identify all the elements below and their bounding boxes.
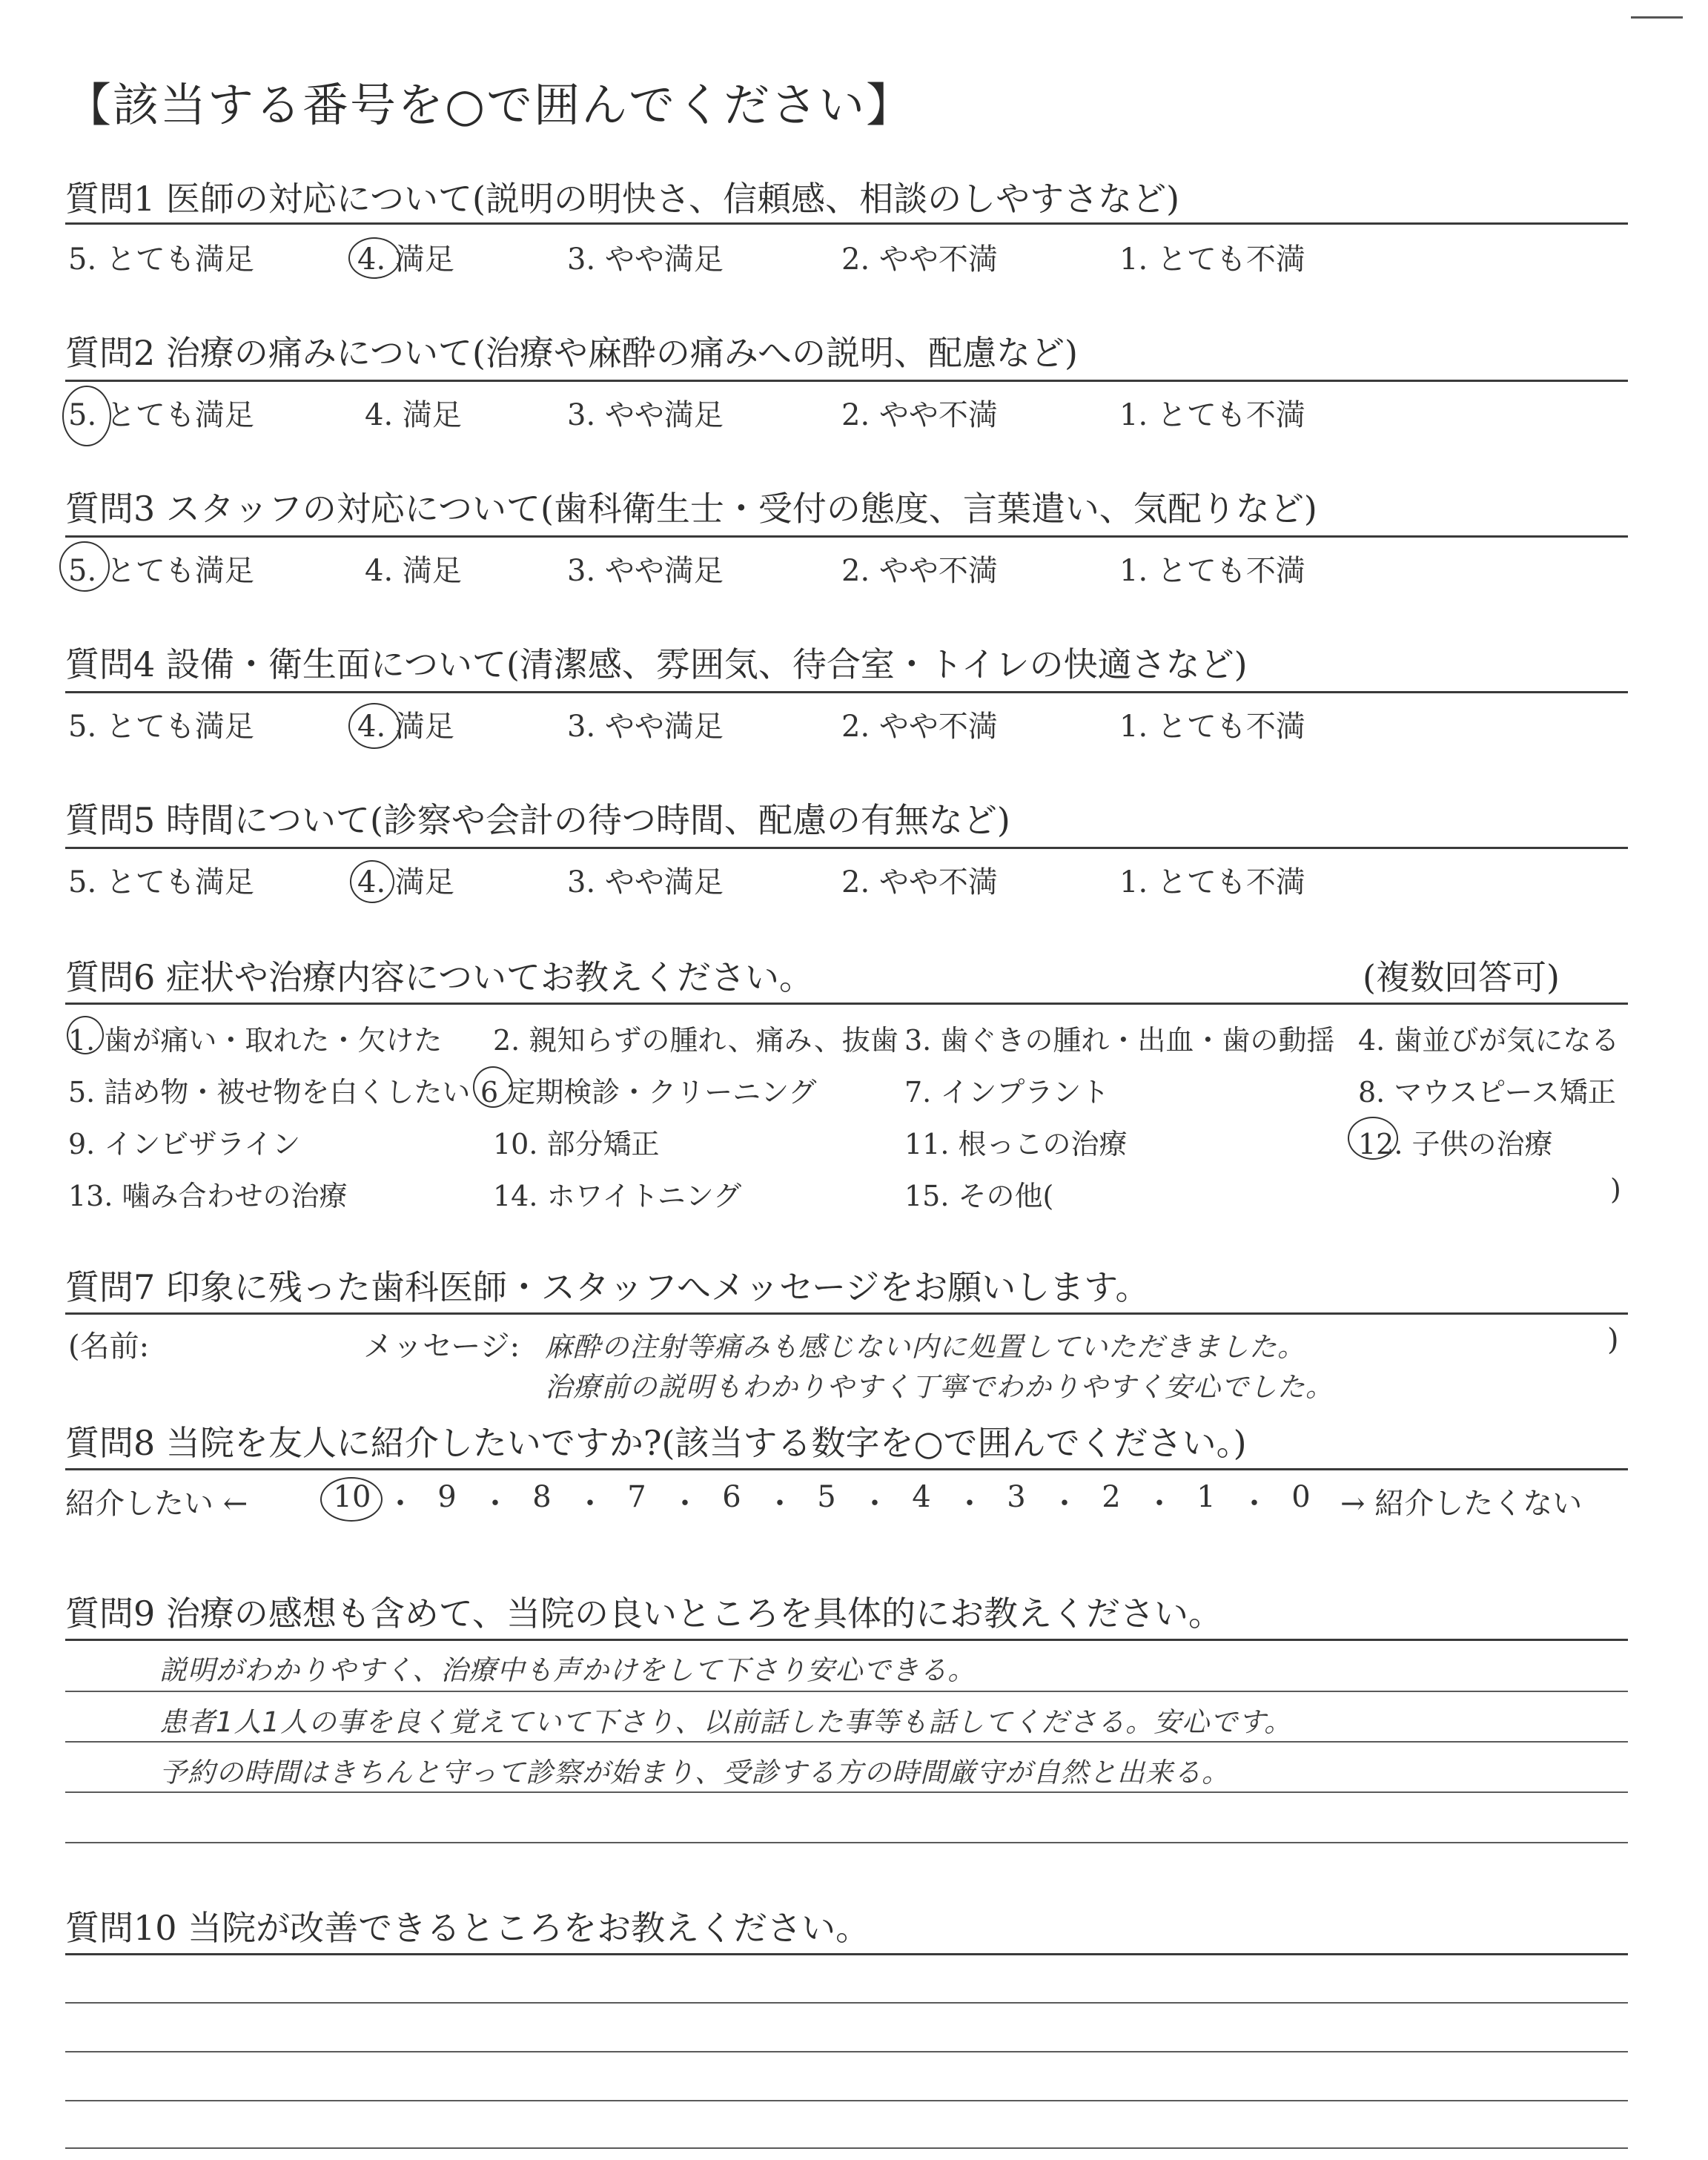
q5-option-4[interactable]: 4. 満足	[357, 865, 454, 899]
q1-option-5[interactable]: 5. とても満足	[68, 242, 254, 277]
q6-option-9[interactable]: 9. インビザライン	[68, 1128, 301, 1160]
question-3-rule	[65, 535, 1628, 538]
q6-option-15[interactable]: 15. その他(	[904, 1180, 1054, 1212]
q8-scale-10[interactable]: 10	[333, 1480, 371, 1514]
q8-scale-dot: ・	[575, 1487, 605, 1521]
q9-answer-line-3: 予約の時間はきちんと守って診察が始まり、受診する方の時間厳守が自然と出来る。	[159, 1757, 1230, 1789]
q7-close-paren: )	[1607, 1323, 1619, 1357]
corner-mark	[1631, 16, 1683, 24]
question-5-rule	[65, 847, 1628, 849]
question-5-label: 質問5 時間について(診察や会計の待つ時間、配慮の有無など)	[65, 800, 1010, 840]
question-7-rule	[65, 1312, 1628, 1315]
q8-scale-9[interactable]: 9	[437, 1480, 457, 1514]
question-2-rule	[65, 380, 1628, 382]
q4-option-4[interactable]: 4. 満足	[357, 710, 454, 744]
q6-option-13[interactable]: 13. 噛み合わせの治療	[68, 1180, 348, 1212]
question-9-rule	[65, 1639, 1628, 1641]
q1-option-3[interactable]: 3. やや満足	[567, 242, 724, 277]
q3-option-2[interactable]: 2. やや不満	[841, 554, 998, 588]
q10-line-4	[65, 2100, 1628, 2101]
q5-selected-circle	[350, 860, 394, 903]
q6-option-2[interactable]: 2. 親知らずの腫れ、痛み、抜歯	[493, 1024, 898, 1057]
q6-option-12[interactable]: 12. 子供の治療	[1358, 1128, 1553, 1160]
q3-selected-circle	[59, 541, 110, 592]
page-title: 【該当する番号を○で囲んでください】	[65, 78, 914, 132]
q10-line-3	[65, 2051, 1628, 2052]
q8-scale-dot: ・	[955, 1487, 984, 1521]
q9-line-4	[65, 1791, 1628, 1793]
q3-option-4[interactable]: 4. 満足	[365, 554, 462, 588]
question-2-label: 質問2 治療の痛みについて(治療や麻酔の痛みへの説明、配慮など)	[65, 333, 1078, 373]
q4-option-1[interactable]: 1. とても不満	[1119, 710, 1305, 744]
q5-option-5[interactable]: 5. とても満足	[68, 865, 254, 899]
q8-scale-dot: ・	[670, 1487, 700, 1521]
q6-option-3[interactable]: 3. 歯ぐきの腫れ・出血・歯の動揺	[904, 1024, 1335, 1057]
q8-scale-dot: ・	[1145, 1487, 1174, 1521]
q6-option-6[interactable]: 6 定期検診・クリーニング	[480, 1076, 817, 1109]
q9-answer-line-2: 患者1人1人の事を良く覚えていて下さり、以前話した事等も話してくださる。安心です。	[159, 1706, 1293, 1738]
q8-scale-8[interactable]: 8	[532, 1480, 552, 1514]
q2-option-5[interactable]: 5. とても満足	[68, 398, 254, 432]
q2-option-3[interactable]: 3. やや満足	[567, 398, 724, 432]
q7-message-line-2: 治療前の説明もわかりやすく丁寧でわかりやすく安心でした。	[545, 1371, 1334, 1403]
q8-right-label: → 紹介したくない	[1340, 1487, 1583, 1521]
question-8-label: 質問8 当院を友人に紹介したいですか?(該当する数字を○で囲んでください。)	[65, 1423, 1247, 1463]
q6-option-4[interactable]: 4. 歯並びが気になる	[1358, 1024, 1620, 1057]
q4-selected-circle	[348, 703, 400, 749]
q7-message-line-1: 麻酔の注射等痛みも感じない内に処置していただきました。	[545, 1331, 1305, 1363]
q2-option-1[interactable]: 1. とても不満	[1119, 398, 1305, 432]
q4-option-2[interactable]: 2. やや不満	[841, 710, 998, 744]
q8-scale-dot: ・	[385, 1487, 415, 1521]
question-8-rule	[65, 1468, 1628, 1470]
q10-line-5	[65, 2147, 1628, 2149]
q6-option-15-close: )	[1610, 1173, 1621, 1206]
q9-line-2	[65, 1691, 1628, 1692]
q9-line-3	[65, 1741, 1628, 1743]
q5-option-2[interactable]: 2. やや不満	[841, 865, 998, 899]
q2-option-2[interactable]: 2. やや不満	[841, 398, 998, 432]
q8-selected-circle	[320, 1477, 383, 1522]
q2-option-4[interactable]: 4. 満足	[365, 398, 462, 432]
q8-scale-7[interactable]: 7	[627, 1480, 646, 1514]
q8-scale	[319, 1480, 1334, 1522]
q7-message-label: メッセージ:	[363, 1330, 520, 1364]
q6-option-10[interactable]: 10. 部分矯正	[493, 1128, 660, 1160]
question-3-label: 質問3 スタッフの対応について(歯科衛生士・受付の態度、言葉遣い、気配りなど)	[65, 489, 1317, 529]
q8-scale-0[interactable]: 0	[1291, 1480, 1311, 1514]
q3-option-3[interactable]: 3. やや満足	[567, 554, 724, 588]
q3-option-1[interactable]: 1. とても不満	[1119, 554, 1305, 588]
q1-option-1[interactable]: 1. とても不満	[1119, 242, 1305, 277]
q8-scale-4[interactable]: 4	[912, 1480, 931, 1514]
question-1-rule	[65, 222, 1628, 225]
q5-option-1[interactable]: 1. とても不満	[1119, 865, 1305, 899]
q8-scale-1[interactable]: 1	[1196, 1480, 1216, 1514]
q1-selected-circle	[348, 237, 400, 279]
q9-answer-line-1: 説明がわかりやすく、治療中も声かけをして下さり安心できる。	[159, 1654, 976, 1686]
question-10-rule	[65, 1953, 1628, 1955]
q8-scale-dot: ・	[765, 1487, 795, 1521]
q6-selected-circle-12	[1348, 1117, 1398, 1160]
q8-left-label: 紹介したい ←	[65, 1487, 248, 1521]
q1-option-2[interactable]: 2. やや不満	[841, 242, 998, 277]
q4-option-3[interactable]: 3. やや満足	[567, 710, 724, 744]
q4-option-5[interactable]: 5. とても満足	[68, 710, 254, 744]
q8-scale-dot: ・	[860, 1487, 890, 1521]
question-9-label: 質問9 治療の感想も含めて、当院の良いところを具体的にお教えください。	[65, 1593, 1222, 1634]
q6-option-1[interactable]: 1. 歯が痛い・取れた・欠けた	[68, 1024, 443, 1057]
question-1-label: 質問1 医師の対応について(説明の明快さ、信頼感、相談のしやすさなど)	[65, 179, 1180, 219]
question-7-label: 質問7 印象に残った歯科医師・スタッフへメッセージをお願いします。	[65, 1267, 1150, 1307]
q6-option-7[interactable]: 7. インプラント	[904, 1076, 1110, 1109]
q8-scale-6[interactable]: 6	[722, 1480, 741, 1514]
question-4-label: 質問4 設備・衛生面について(清潔感、雰囲気、待合室・トイレの快適さなど)	[65, 644, 1248, 684]
q9-line-5	[65, 1842, 1628, 1843]
question-4-rule	[65, 691, 1628, 693]
q6-option-14[interactable]: 14. ホワイトニング	[493, 1180, 742, 1212]
q6-selected-circle-1	[67, 1016, 104, 1054]
question-6-label: 質問6 症状や治療内容についてお教えください。	[65, 957, 813, 997]
question-6-rule	[65, 1003, 1628, 1005]
q7-name-label: (名前:	[68, 1330, 150, 1364]
q10-line-2	[65, 2002, 1628, 2004]
q2-selected-circle	[62, 386, 111, 446]
q8-scale-3[interactable]: 3	[1007, 1480, 1026, 1514]
q8-scale-dot: ・	[1239, 1487, 1269, 1521]
question-6-note: (複数回答可)	[1363, 957, 1560, 997]
q6-option-11[interactable]: 11. 根っこの治療	[904, 1128, 1128, 1160]
q8-scale-dot: ・	[1050, 1487, 1079, 1521]
q8-scale-2[interactable]: 2	[1102, 1480, 1121, 1514]
q1-option-4[interactable]: 4. 満足	[357, 242, 454, 277]
q8-scale-5[interactable]: 5	[817, 1480, 836, 1514]
q6-selected-circle-6	[473, 1066, 513, 1108]
q6-option-5[interactable]: 5. 詰め物・被せ物を白くしたい	[68, 1076, 471, 1109]
q5-option-3[interactable]: 3. やや満足	[567, 865, 724, 899]
q3-option-5[interactable]: 5. とても満足	[68, 554, 254, 588]
q8-scale-dot: ・	[480, 1487, 510, 1521]
question-10-label: 質問10 当院が改善できるところをお教えください。	[65, 1908, 870, 1948]
q6-option-8[interactable]: 8. マウスピース矯正	[1358, 1076, 1616, 1109]
